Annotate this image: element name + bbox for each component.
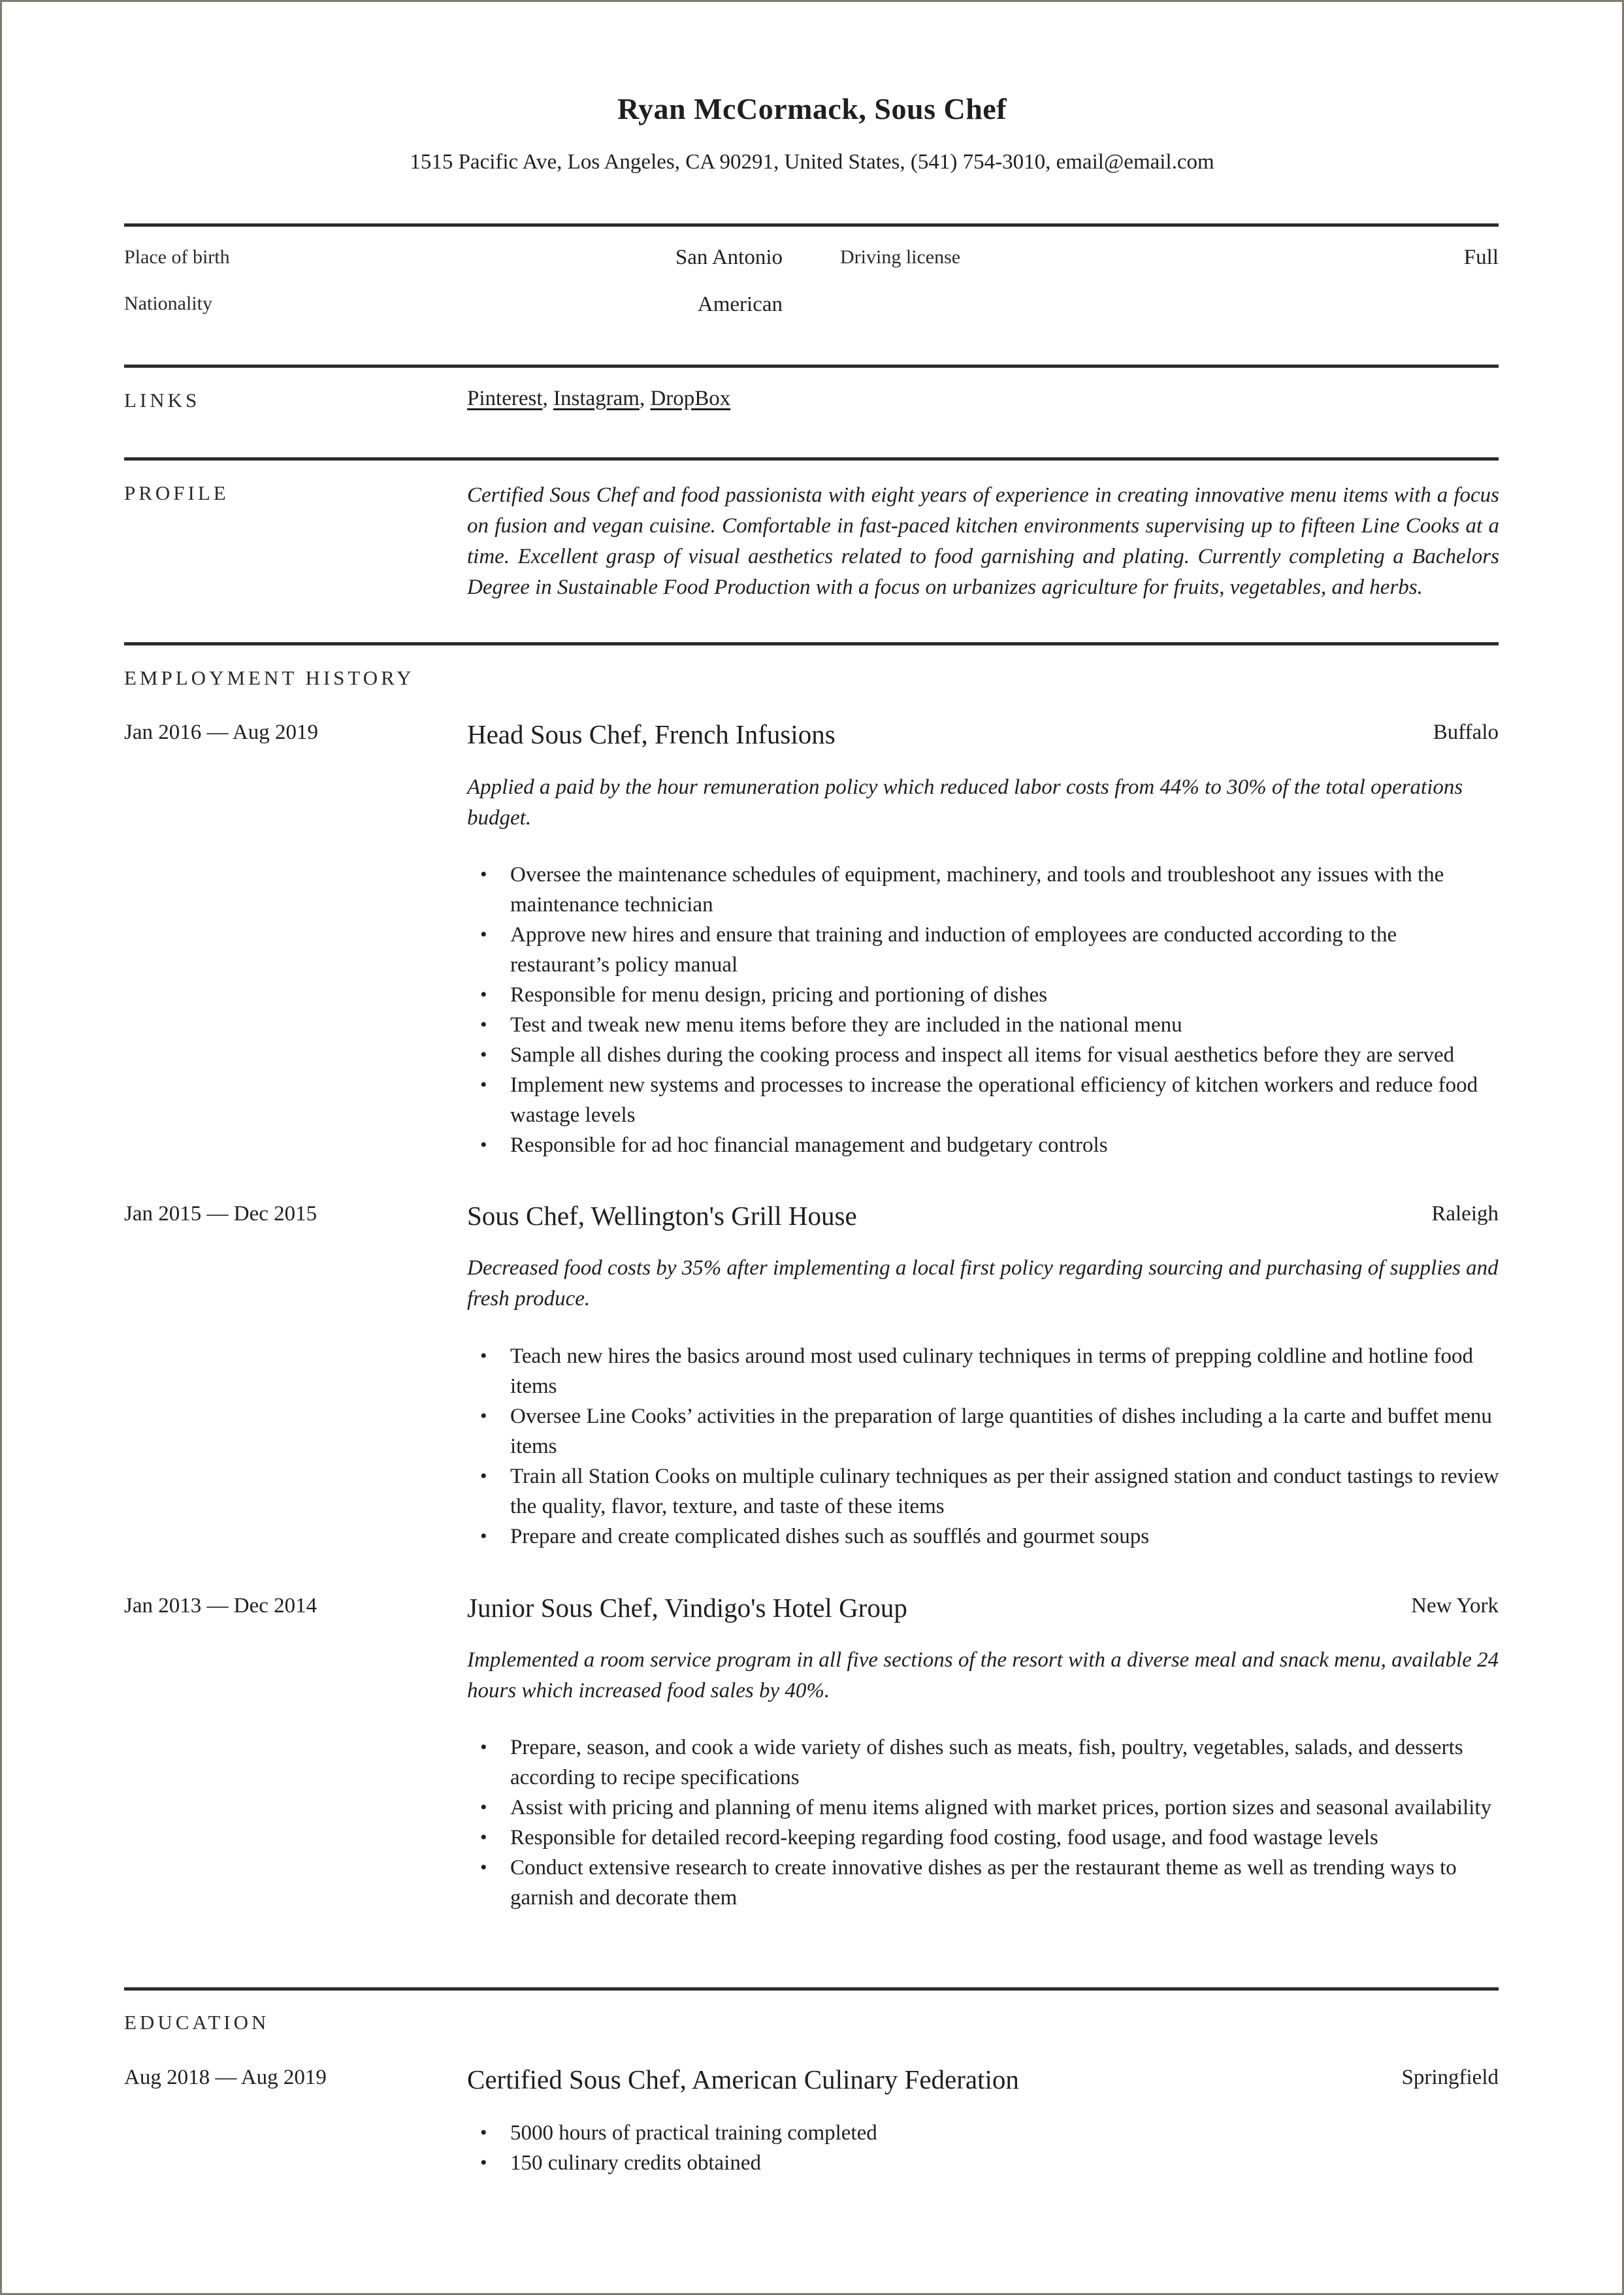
job-title: Sous Chef, Wellington's Grill House [467, 1201, 857, 1231]
bullet-item: • Conduct extensive research to create innovative dishes as per the restaurant theme as well as trending ways to garnish and decorate them [510, 1853, 1499, 1913]
place-of-birth-label: Place of birth [124, 246, 230, 268]
place-of-birth-value: San Antonio [675, 246, 783, 269]
profile-text: Certified Sous Chef and food passionista with eight years of experience in creating innovative menu items with a focus on fusion and vegan cuisine. Comfortable in fast-paced kitchen environments supervising up to fifteen Line Cooks at a time. Excellent grasp of visual aesthetics related to food garnishing and plating. Currently completing a Bachelors Degree in Sustainable Food Production with a focus on urbanizes agriculture for fruits, vegetables, and herbs. [467, 483, 1499, 599]
job-bullets [467, 1733, 1499, 1913]
nationality-label: Nationality [124, 293, 212, 314]
link-dropbox[interactable]: DropBox [650, 387, 731, 410]
education-location: Springfield [1401, 2066, 1499, 2089]
bullet-item: • Sample all dishes during the cooking process and inspect all items for visual aesthetics before they are served [510, 1040, 1499, 1070]
bullet-item: • Responsible for ad hoc financial management and budgetary controls [510, 1130, 1499, 1160]
employment-heading: EMPLOYMENT HISTORY [124, 666, 415, 689]
driving-license-value: Full [1463, 246, 1499, 269]
divider [124, 223, 1499, 227]
education-dates: Aug 2018 — Aug 2019 [124, 2066, 327, 2089]
link-separator: , [639, 387, 651, 410]
nationality-value: American [697, 293, 783, 316]
job-dates: Jan 2016 — Aug 2019 [124, 721, 318, 744]
job-location: Buffalo [1433, 721, 1499, 744]
contact-line: 1515 Pacific Ave, Los Angeles, CA 90291, United States, (541) 754-3010, email@email.com [410, 150, 1214, 174]
divider [124, 457, 1499, 461]
job-bullets [467, 860, 1499, 1160]
bullet-item: • Prepare, season, and cook a wide variety of dishes such as meats, fish, poultry, vegetables, salads, and desserts according to recipe specifications [510, 1733, 1499, 1793]
education-heading: EDUCATION [124, 2011, 270, 2034]
bullet-item: • 150 culinary credits obtained [510, 2148, 1499, 2178]
candidate-name: Ryan McCormack, Sous Chef [617, 92, 1007, 125]
link-separator: , [542, 387, 553, 410]
education-bullets [467, 2118, 1499, 2178]
driving-license-label: Driving license [840, 246, 961, 268]
bullet-item: • Oversee the maintenance schedules of equipment, machinery, and tools and troubleshoot any issues with the maintenance technician [510, 860, 1499, 920]
divider [124, 642, 1499, 645]
bullet-item: • Implement new systems and processes to increase the operational efficiency of kitchen workers and reduce food wastage levels [510, 1070, 1499, 1130]
links-list [467, 387, 730, 411]
link-instagram[interactable]: Instagram [553, 387, 640, 410]
bullet-item: • Teach new hires the basics around most used culinary techniques in terms of prepping coldline and hotline food items [510, 1341, 1499, 1401]
job-location: New York [1411, 1594, 1499, 1618]
job-title: Junior Sous Chef, Vindigo's Hotel Group [467, 1593, 907, 1623]
job-title: Head Sous Chef, French Infusions [467, 719, 836, 749]
link-pinterest[interactable]: Pinterest [467, 387, 543, 410]
job-summary: Decreased food costs by 35% after implementing a local first policy regarding sourcing and purchasing of supplies and fresh produce. [467, 1256, 1499, 1310]
job-summary: Applied a paid by the hour remuneration policy which reduced labor costs from 44% to 30% of the total operations budget. [467, 775, 1463, 830]
divider [124, 1987, 1499, 1991]
bullet-item: • Responsible for detailed record-keeping regarding food costing, food usage, and food wastage levels [510, 1823, 1499, 1853]
education-title: Certified Sous Chef, American Culinary Federation [467, 2064, 1019, 2094]
job-dates: Jan 2013 — Dec 2014 [124, 1594, 317, 1618]
bullet-item: • Assist with pricing and planning of menu items aligned with market prices, portion sizes and seasonal availability [510, 1793, 1499, 1823]
bullet-item: • Oversee Line Cooks’ activities in the preparation of large quantities of dishes including a la carte and buffet menu items [510, 1401, 1499, 1461]
job-summary: Implemented a room service program in all five sections of the resort with a diverse meal and snack menu, available 24 hours which increased food sales by 40%. [467, 1648, 1499, 1702]
links-heading: LINKS [124, 389, 201, 412]
bullet-item: • Approve new hires and ensure that training and induction of employees are conducted according to the restaurant’s policy manual [510, 920, 1499, 980]
bullet-item: • Test and tweak new menu items before they are included in the national menu [510, 1010, 1499, 1040]
bullet-item: • Train all Station Cooks on multiple culinary techniques as per their assigned station and conduct tastings to review the quality, flavor, texture, and taste of these items [510, 1461, 1499, 1522]
job-dates: Jan 2015 — Dec 2015 [124, 1202, 317, 1226]
bullet-item: • Responsible for menu design, pricing and portioning of dishes [510, 980, 1499, 1010]
bullet-item: • 5000 hours of practical training completed [510, 2118, 1499, 2148]
job-bullets [467, 1341, 1499, 1552]
job-location: Raleigh [1431, 1202, 1499, 1226]
divider [124, 365, 1499, 368]
bullet-item: • Prepare and create complicated dishes such as soufflés and gourmet soups [510, 1522, 1499, 1552]
profile-heading: PROFILE [124, 481, 229, 504]
